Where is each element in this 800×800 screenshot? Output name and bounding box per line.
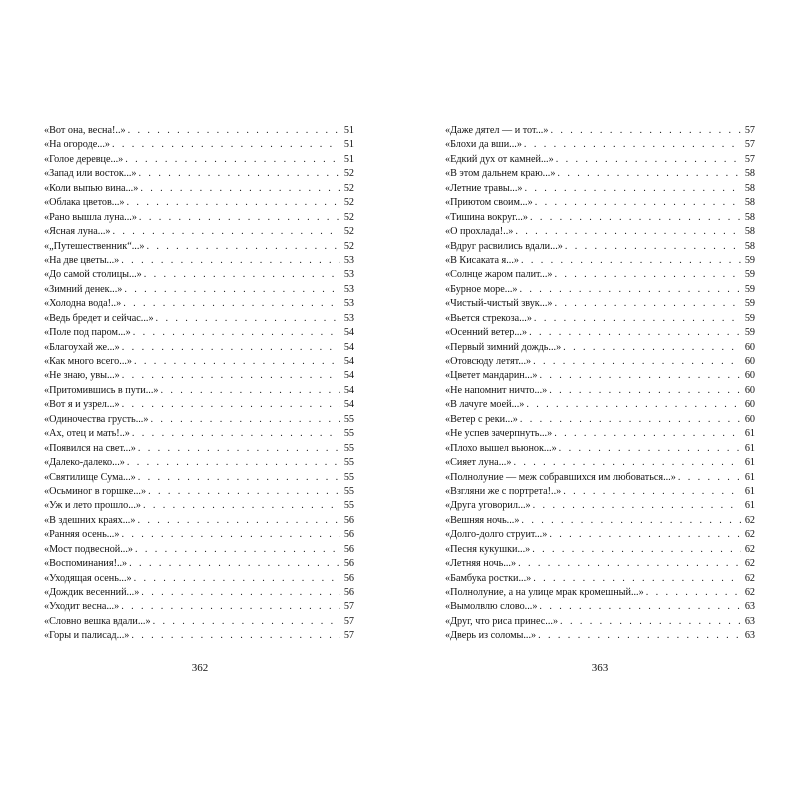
dot-leader [535, 196, 741, 210]
dot-leader [132, 427, 340, 441]
toc-entry-title: «В этом дальнем краю...» [445, 168, 556, 180]
toc-entry [445, 384, 755, 398]
dot-leader [530, 211, 741, 225]
toc-entry [445, 369, 755, 383]
toc-entry [44, 413, 354, 427]
dot-leader [144, 268, 340, 282]
toc-entry [44, 600, 354, 614]
dot-leader [539, 600, 741, 614]
toc-entry-title: «Дождик весенний...» [44, 587, 140, 598]
dot-leader [538, 629, 741, 643]
toc-entry-title: «Ведь бредет и сейчас...» [44, 312, 154, 324]
toc-entry-title: «Ясная луна...» [44, 226, 111, 238]
dot-leader [559, 442, 741, 456]
toc-entry-page: 61 [744, 485, 755, 497]
toc-entry-title: «Притомившись в пути...» [44, 384, 159, 396]
dot-leader [532, 543, 741, 557]
toc-entry-title: «Зимний денек...» [44, 283, 123, 295]
dot-leader [141, 586, 340, 600]
toc-entry-title: «Ранняя осень...» [44, 529, 120, 541]
toc-entry-title: «Бамбука ростки...» [445, 572, 532, 584]
toc-entry [445, 153, 755, 167]
dot-leader [160, 384, 340, 398]
dot-leader [520, 413, 741, 427]
toc-entry [44, 225, 354, 239]
dot-leader [112, 138, 340, 152]
dot-leader [134, 572, 340, 586]
toc-entry-title: «Сияет луна...» [445, 457, 512, 469]
toc-entry [445, 514, 755, 528]
toc-entry-page: 60 [744, 341, 755, 353]
dot-leader [122, 369, 340, 383]
toc-entry [445, 398, 755, 412]
dot-leader [549, 528, 741, 542]
dot-leader [521, 514, 741, 528]
toc-entry-title: «Песня кукушки...» [445, 543, 531, 555]
toc-entry [445, 283, 755, 297]
toc-entry-page: 60 [744, 384, 755, 396]
toc-entry [445, 572, 755, 586]
toc-entry-page: 53 [343, 298, 354, 310]
toc-entry-title: «Вьется стрекоза...» [445, 312, 532, 324]
toc-entry [44, 341, 354, 355]
toc-entry-title: «Поле под паром...» [44, 327, 131, 339]
dot-leader [550, 124, 741, 138]
toc-entry [44, 543, 354, 557]
toc-entry-page: 53 [343, 283, 354, 295]
toc-entry-title: «Даже дятел — и тот...» [445, 125, 549, 136]
toc-entry-page: 61 [744, 471, 755, 483]
toc-entry-title: «Запад или восток...» [44, 168, 137, 180]
toc-entry-title: «Воспоминания!..» [44, 558, 128, 570]
toc-entry-title: «Едкий дух от камней...» [445, 153, 554, 165]
toc-entry-page: 62 [744, 558, 755, 570]
toc-entry [44, 283, 354, 297]
toc-entry-title: «На огороде...» [44, 139, 110, 151]
dot-leader [121, 600, 340, 614]
dot-leader [563, 341, 741, 355]
toc-entry-page: 59 [744, 298, 755, 310]
toc-entry-page: 53 [343, 269, 354, 281]
toc-entry-page: 57 [343, 630, 354, 642]
toc-entry [44, 182, 354, 196]
toc-entry-page: 61 [744, 457, 755, 469]
toc-entry [44, 124, 354, 138]
dot-leader [121, 254, 340, 268]
toc-entry-page: 57 [343, 601, 354, 613]
toc-entry-page: 58 [744, 168, 755, 180]
toc-entry-page: 52 [343, 240, 354, 252]
toc-entry [445, 586, 755, 600]
toc-entry [44, 297, 354, 311]
toc-entry-title: «Вдруг расвились вдали...» [445, 240, 563, 252]
toc-entry [445, 211, 755, 225]
dot-leader [534, 312, 741, 326]
toc-entry [445, 615, 755, 629]
toc-entry-title: «Отовсюду летят...» [445, 356, 532, 367]
toc-entry-page: 56 [343, 514, 354, 526]
toc-entry-title: «Рано вышла луна...» [44, 211, 137, 223]
toc-entry [44, 615, 354, 629]
toc-entry [445, 442, 755, 456]
dot-leader [125, 153, 340, 167]
dot-leader [563, 485, 741, 499]
page-number-left: 362 [191, 662, 209, 674]
toc-entry-title: «Появился на свет...» [44, 442, 136, 454]
toc-entry-title: «Одиночества грусть...» [44, 413, 149, 425]
toc-entry-page: 58 [744, 182, 755, 194]
toc-entry-page: 62 [744, 543, 755, 555]
toc-entry-page: 59 [744, 283, 755, 295]
dot-leader [554, 427, 741, 441]
dot-leader [533, 572, 741, 586]
toc-entry-title: «Голое деревце...» [44, 153, 124, 165]
toc-entry-page: 58 [744, 226, 755, 238]
toc-entry-page: 54 [343, 356, 354, 367]
toc-entry-page: 52 [343, 168, 354, 180]
toc-entry-title: «Полнолуние, а на улице мрак кромешный...» [445, 587, 644, 598]
toc-entry [445, 456, 755, 470]
toc-entry [44, 211, 354, 225]
toc-left-page [44, 124, 354, 644]
toc-entry-page: 61 [744, 500, 755, 512]
toc-entry-page: 54 [343, 370, 354, 382]
toc-entry-title: «На две цветы...» [44, 254, 120, 266]
dot-leader [121, 528, 340, 542]
toc-entry-title: «Уж и лето прошло...» [44, 500, 141, 512]
toc-entry [445, 326, 755, 340]
dot-leader [148, 485, 340, 499]
toc-entry [445, 196, 755, 210]
dot-leader [122, 398, 340, 412]
toc-entry-page: 63 [744, 601, 755, 613]
dot-leader [557, 167, 741, 181]
toc-entry-page: 63 [744, 615, 755, 627]
toc-entry-title: «Вот я и узрел...» [44, 399, 120, 411]
toc-entry-page: 62 [744, 587, 755, 598]
dot-leader [518, 557, 741, 571]
dot-leader [526, 398, 741, 412]
toc-entry-title: «Блохи да вши...» [445, 139, 522, 151]
toc-entry-page: 57 [343, 615, 354, 627]
toc-entry [44, 254, 354, 268]
dot-leader [521, 254, 741, 268]
toc-entry-page: 52 [343, 197, 354, 209]
toc-entry-page: 61 [744, 428, 755, 440]
toc-entry-title: «Первый зимний дождь...» [445, 341, 562, 353]
toc-entry-title: «Ветер с реки...» [445, 413, 518, 425]
toc-entry-title: «Уходит весна...» [44, 601, 120, 613]
toc-entry [44, 514, 354, 528]
dot-leader [515, 225, 741, 239]
toc-entry-page: 62 [744, 572, 755, 584]
toc-entry-title: «Солнце жаром палит...» [445, 269, 553, 281]
toc-entry-title: «До самой столицы...» [44, 269, 142, 281]
toc-entry-page: 60 [744, 356, 755, 367]
toc-entry [44, 268, 354, 282]
toc-entry-title: «Чистый-чистый звук...» [445, 298, 553, 310]
dot-leader [533, 499, 741, 513]
toc-entry-title: «Вымолвлю слово...» [445, 601, 538, 613]
toc-entry [445, 485, 755, 499]
toc-entry-title: «О прохлада!..» [445, 226, 514, 238]
dot-leader [127, 456, 340, 470]
toc-entry-title: «Вот она, весна!..» [44, 125, 126, 136]
toc-entry-title: «Друга уговорил...» [445, 500, 531, 512]
toc-entry-title: «Друг, что риса принес...» [445, 615, 559, 627]
toc-entry-page: 58 [744, 197, 755, 209]
toc-entry [44, 326, 354, 340]
dot-leader [143, 499, 340, 513]
toc-entry-page: 52 [343, 226, 354, 238]
dot-leader [146, 240, 340, 254]
toc-entry-page: 54 [343, 399, 354, 411]
toc-entry [445, 557, 755, 571]
toc-entry-title: «Благоухай же...» [44, 341, 120, 353]
toc-entry-page: 60 [744, 370, 755, 382]
toc-entry-page: 53 [343, 312, 354, 324]
dot-leader [140, 182, 340, 196]
toc-entry-title: «Тишина вокруг...» [445, 211, 528, 223]
toc-entry-page: 57 [744, 153, 755, 165]
toc-entry-page: 54 [343, 327, 354, 339]
toc-entry [445, 312, 755, 326]
dot-leader [554, 268, 741, 282]
toc-entry-title: «Не знаю, увы...» [44, 370, 120, 382]
toc-entry-page: 55 [343, 428, 354, 440]
dot-leader [513, 456, 741, 470]
toc-entry [44, 427, 354, 441]
toc-entry-title: «Осьминог в горшке...» [44, 485, 147, 497]
toc-entry-page: 57 [744, 139, 755, 151]
dot-leader [549, 384, 741, 398]
toc-entry [44, 312, 354, 326]
toc-entry-title: «Бурное море...» [445, 283, 518, 295]
toc-entry-page: 56 [343, 543, 354, 555]
dot-leader [539, 369, 741, 383]
toc-entry [44, 557, 354, 571]
toc-entry [44, 240, 354, 254]
toc-entry-title: «Словно вешка вдали...» [44, 615, 151, 627]
dot-leader [124, 283, 340, 297]
toc-entry-title: «Летние травы...» [445, 182, 523, 194]
toc-entry [445, 240, 755, 254]
toc-entry-page: 63 [744, 630, 755, 642]
toc-entry-title: «Взгляни же с портрета!..» [445, 485, 562, 497]
toc-entry-page: 55 [343, 457, 354, 469]
toc-entry-page: 57 [744, 125, 755, 136]
dot-leader [524, 138, 741, 152]
toc-entry [44, 586, 354, 600]
dot-leader [153, 615, 340, 629]
dot-leader [113, 225, 340, 239]
toc-entry-page: 51 [343, 153, 354, 165]
dot-leader [134, 355, 340, 369]
toc-entry-title: «Холодна вода!..» [44, 298, 122, 310]
toc-entry [44, 485, 354, 499]
toc-entry-title: «Не напомнит ничто...» [445, 384, 548, 396]
toc-entry [445, 297, 755, 311]
dot-leader [565, 240, 741, 254]
toc-entry [44, 572, 354, 586]
toc-entry [445, 138, 755, 152]
toc-entry-page: 61 [744, 442, 755, 454]
toc-entry [44, 398, 354, 412]
toc-entry-page: 51 [343, 139, 354, 151]
toc-entry-title: «Цветет мандарин...» [445, 370, 538, 382]
dot-leader [556, 153, 741, 167]
toc-entry [445, 124, 755, 138]
toc-entry [44, 153, 354, 167]
toc-entry-title: «Не успев зачерпнуть...» [445, 428, 553, 440]
toc-entry [445, 543, 755, 557]
toc-entry [445, 167, 755, 181]
toc-entry-page: 59 [744, 327, 755, 339]
toc-entry-title: «Уходящая осень...» [44, 572, 132, 584]
toc-entry [445, 225, 755, 239]
toc-entry-page: 51 [343, 125, 354, 136]
toc-entry-page: 58 [744, 211, 755, 223]
toc-entry [44, 456, 354, 470]
toc-entry [445, 499, 755, 513]
toc-entry [44, 384, 354, 398]
toc-entry-page: 56 [343, 529, 354, 541]
toc-entry-page: 56 [343, 558, 354, 570]
page-number-right: 363 [591, 662, 609, 674]
toc-entry-page: 55 [343, 471, 354, 483]
toc-entry-page: 54 [343, 384, 354, 396]
dot-leader [678, 471, 741, 485]
toc-entry-title: «Как много всего...» [44, 356, 133, 367]
toc-entry [445, 427, 755, 441]
toc-entry-title: «Дверь из соломы...» [445, 630, 537, 642]
dot-leader [139, 167, 340, 181]
toc-entry [445, 471, 755, 485]
toc-entry [44, 442, 354, 456]
toc-entry-page: 59 [744, 269, 755, 281]
toc-entry-page: 62 [744, 514, 755, 526]
toc-entry [445, 528, 755, 542]
toc-entry [445, 341, 755, 355]
toc-entry-page: 56 [343, 572, 354, 584]
toc-entry-page: 55 [343, 485, 354, 497]
toc-entry-page: 58 [744, 240, 755, 252]
toc-entry [445, 600, 755, 614]
toc-entry-page: 60 [744, 413, 755, 425]
toc-entry-page: 53 [343, 254, 354, 266]
toc-entry-title: «В лачуге моей...» [445, 399, 525, 411]
toc-entry [44, 499, 354, 513]
dot-leader [156, 312, 340, 326]
dot-leader [560, 615, 741, 629]
dot-leader [129, 557, 340, 571]
toc-entry-title: «Осенний ветер...» [445, 327, 528, 339]
toc-entry-title: «Приютом своим...» [445, 197, 533, 209]
dot-leader [646, 586, 741, 600]
toc-entry [445, 254, 755, 268]
dot-leader [524, 182, 741, 196]
toc-entry-page: 54 [343, 341, 354, 353]
toc-entry-page: 55 [343, 500, 354, 512]
toc-entry [44, 629, 354, 643]
toc-entry-title: «В здешних краях...» [44, 514, 136, 526]
toc-entry-title: «„Путешественник“...» [44, 240, 145, 252]
dot-leader [135, 543, 340, 557]
dot-leader [533, 355, 741, 369]
toc-entry [44, 167, 354, 181]
toc-entry [44, 528, 354, 542]
toc-entry-page: 52 [343, 211, 354, 223]
toc-entry-title: «Облака цветов...» [44, 197, 125, 209]
dot-leader [133, 326, 340, 340]
dot-leader [122, 341, 340, 355]
toc-entry-page: 59 [744, 254, 755, 266]
toc-entry [445, 268, 755, 282]
toc-entry-title: «Плохо вышел вьюнок...» [445, 442, 557, 454]
toc-entry-page: 52 [343, 182, 354, 194]
toc-entry-title: «Далеко-далеко...» [44, 457, 125, 469]
toc-entry-title: «Летняя ночь...» [445, 558, 517, 570]
toc-entry [44, 196, 354, 210]
toc-entry [44, 138, 354, 152]
toc-entry-title: «Вешняя ночь...» [445, 514, 520, 526]
toc-entry [44, 369, 354, 383]
toc-entry [445, 629, 755, 643]
dot-leader [131, 629, 340, 643]
dot-leader [127, 196, 340, 210]
toc-entry-page: 55 [343, 413, 354, 425]
toc-entry [44, 471, 354, 485]
dot-leader [529, 326, 741, 340]
toc-entry-title: «В Кисаката я...» [445, 254, 519, 266]
dot-leader [138, 442, 340, 456]
toc-entry [445, 182, 755, 196]
toc-entry-title: «Коли выпью вина...» [44, 182, 139, 194]
toc-entry-page: 62 [744, 529, 755, 541]
toc-entry-page: 59 [744, 312, 755, 324]
toc-entry-title: «Горы и палисад...» [44, 630, 130, 642]
toc-entry [445, 413, 755, 427]
dot-leader [150, 413, 340, 427]
toc-entry [445, 355, 755, 369]
dot-leader [128, 124, 340, 138]
toc-entry-page: 56 [343, 587, 354, 598]
toc-entry-title: «Мост подвесной...» [44, 543, 133, 555]
dot-leader [123, 297, 340, 311]
toc-entry [44, 355, 354, 369]
toc-entry-page: 60 [744, 399, 755, 411]
dot-leader [137, 514, 340, 528]
toc-entry-title: «Ах, отец и мать!..» [44, 428, 130, 440]
dot-leader [555, 297, 742, 311]
toc-right-page [445, 124, 755, 644]
dot-leader [520, 283, 741, 297]
toc-entry-title: «Долго-долго струит...» [445, 529, 548, 541]
toc-entry-page: 55 [343, 442, 354, 454]
toc-entry-title: «Полнолуние — меж собравшихся им любоваться...» [445, 471, 676, 483]
dot-leader [139, 211, 340, 225]
dot-leader [138, 471, 340, 485]
toc-entry-title: «Святилище Сума...» [44, 471, 136, 483]
